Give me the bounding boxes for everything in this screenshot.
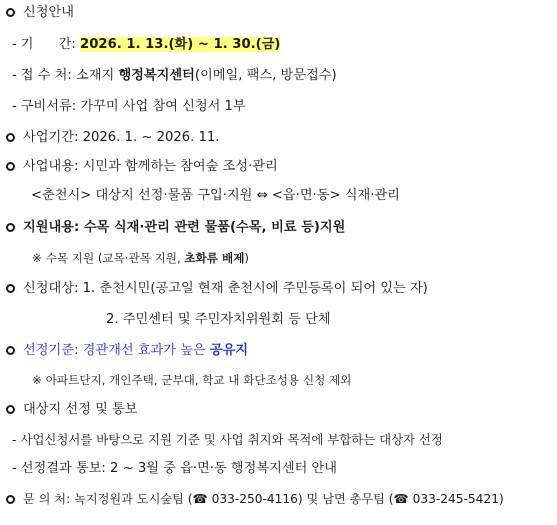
apply-place-label: 접 수 처: — [20, 68, 72, 83]
ring-bullet-icon — [6, 223, 15, 232]
business-content-sub-line — [0, 186, 557, 206]
criteria-note: 아파트단지, 개인주택, 군부대, 학교 내 화단조성용 신청 제외 — [45, 373, 352, 387]
ring-bullet-icon — [6, 284, 15, 293]
selection-line-1 — [0, 430, 557, 450]
apply-docs-line — [0, 97, 557, 117]
contact-line — [0, 489, 557, 509]
ring-bullet-icon — [6, 162, 15, 171]
business-period-line — [0, 128, 557, 148]
target-label: 신청대상: — [23, 281, 79, 296]
dash-marker: - — [12, 461, 17, 476]
criteria-line — [0, 341, 557, 361]
criteria-value-bold: 공유지 — [209, 343, 249, 358]
contact-label: 문 의 처: — [23, 492, 71, 506]
selection-heading: 대상지 선정 및 통보 — [23, 402, 138, 417]
support-line — [0, 218, 557, 238]
dash-marker: - — [12, 99, 17, 114]
business-content-label: 사업내용: — [23, 159, 79, 174]
ring-bullet-icon — [6, 133, 15, 142]
target-item-1: 1. 춘천시민(공고일 현재 춘천시에 주민등록이 되어 있는 자) — [82, 281, 428, 296]
apply-place-line — [0, 66, 557, 86]
dash-marker: - — [12, 432, 17, 447]
target-item-2-line — [0, 310, 557, 330]
target-item-2: 2. 주민센터 및 주민자치위원회 등 단체 — [106, 312, 331, 327]
ring-bullet-icon — [6, 346, 15, 355]
apply-place-suffix: (이메일, 팩스, 방문접수) — [194, 68, 337, 83]
target-line — [0, 279, 557, 299]
business-period-label: 사업기간: — [23, 130, 79, 145]
business-period-value: 2026. 1. ~ 2026. 11. — [82, 130, 220, 145]
selection-line-2 — [0, 459, 557, 479]
reference-mark: ※ — [32, 373, 42, 387]
criteria-note-line — [0, 370, 557, 390]
business-content-value: 시민과 함께하는 참여숲 조성·관리 — [82, 159, 278, 174]
selection-heading-line — [0, 400, 557, 420]
business-content-line — [0, 157, 557, 177]
support-note-bold: 초화류 배제 — [184, 251, 245, 265]
business-content-sub: <춘천시> 대상지 선정·물품 구입·지원 ⇔ <읍·면·동> 식재·관리 — [31, 188, 400, 203]
apply-period-value: 2026. 1. 13.(화) ~ 1. 30.(금) — [80, 37, 281, 52]
apply-docs-value: 가꾸미 사업 참여 신청서 1부 — [80, 99, 246, 114]
dash-marker: - — [12, 68, 17, 83]
support-note-suffix: ) — [244, 251, 249, 265]
criteria-value-prefix: 경관개선 효과가 높은 — [82, 343, 206, 358]
apply-period-label: 기 간: — [20, 37, 76, 52]
selection-text-2: 선정결과 통보: 2 ~ 3월 중 읍·면·동 행정복지센터 안내 — [20, 461, 338, 476]
support-note-prefix: 수목 지원 (교목·관목 지원, — [45, 251, 181, 265]
support-note-line — [0, 248, 557, 268]
apply-docs-label: 구비서류: — [20, 99, 77, 114]
apply-place-prefix: 소재지 — [76, 68, 115, 83]
contact-value: 녹지정원과 도시숲팀 (☎ 033-250-4116) 및 남면 총무팀 (☎ 033-245-5421) — [74, 492, 504, 506]
ring-bullet-icon — [6, 405, 15, 414]
apply-period-line — [0, 35, 557, 55]
reference-mark: ※ — [32, 251, 42, 265]
section-apply-heading: 신청안내 — [0, 3, 557, 23]
ring-bullet-icon — [6, 8, 15, 17]
ring-bullet-icon — [6, 495, 15, 504]
support-text: 지원내용: 수목 식재·관리 관련 물품(수목, 비료 등)지원 — [23, 220, 346, 235]
apply-place-bold: 행정복지센터 — [118, 68, 195, 83]
dash-marker: - — [12, 37, 17, 52]
criteria-label: 선정기준: — [23, 343, 79, 358]
selection-text-1: 사업신청서를 바탕으로 지원 기준 및 사업 취지와 목적에 부합하는 대상자 선정 — [20, 432, 443, 447]
